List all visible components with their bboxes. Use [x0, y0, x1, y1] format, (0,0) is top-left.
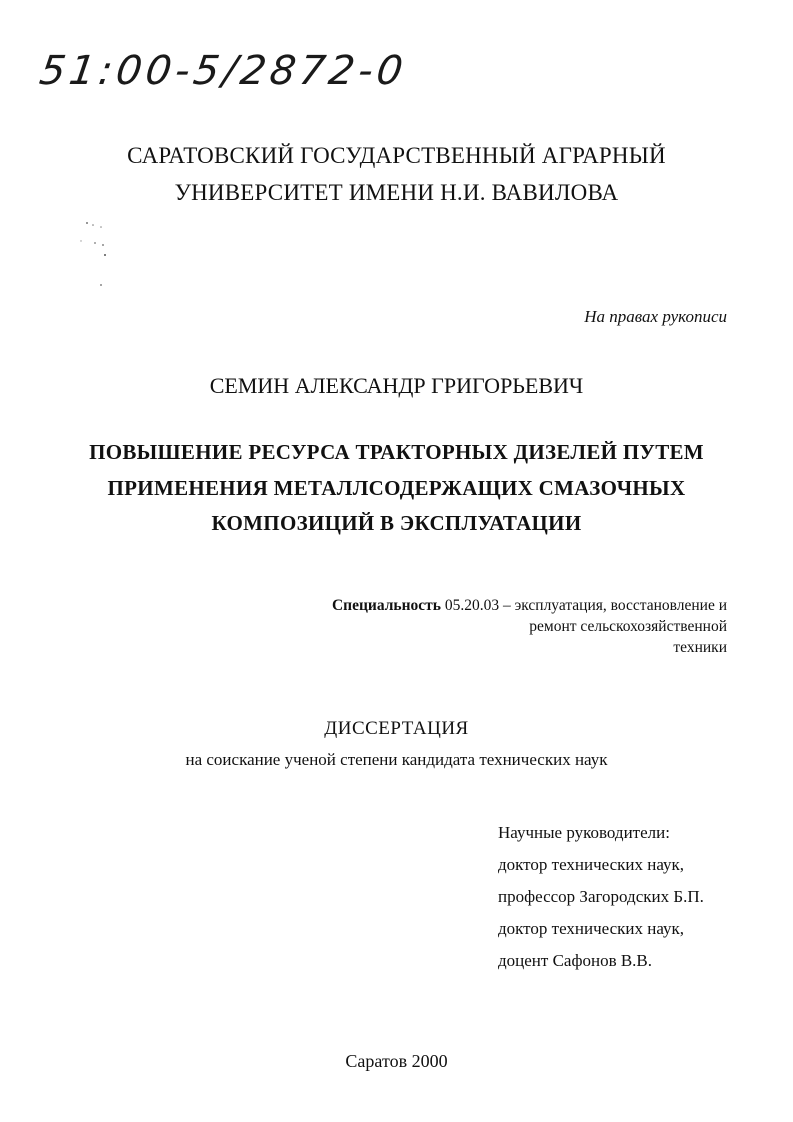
document-type: ДИССЕРТАЦИЯ: [324, 718, 469, 739]
university-line-1: САРАТОВСКИЙ ГОСУДАРСТВЕННЫЙ АГРАРНЫЙ: [127, 143, 666, 168]
manuscript-rights: На правах рукописи: [584, 307, 727, 326]
specialty-block: [307, 595, 727, 658]
specialty-code: 05.20.03 – эксплуатация, восстановление и: [440, 597, 727, 614]
supervisors-heading: Научные руководители:: [498, 823, 670, 842]
title-line-2: ПРИМЕНЕНИЯ МЕТАЛЛСОДЕРЖАЩИХ СМАЗОЧНЫХ: [107, 476, 686, 500]
supervisor-1-name: профессор Загородских Б.П.: [498, 887, 704, 906]
specialty-line-3: техники: [673, 639, 727, 656]
title-line-1: ПОВЫШЕНИЕ РЕСУРСА ТРАКТОРНЫХ ДИЗЕЛЕЙ ПУТЕМ: [89, 440, 704, 464]
archive-number-handwritten: 51:00-5/2872-0: [36, 48, 410, 94]
supervisor-2-name: доцент Сафонов В.В.: [498, 951, 653, 970]
title-line-3: КОМПОЗИЦИЙ В ЭКСПЛУАТАЦИИ: [211, 511, 582, 535]
author-name: СЕМИН АЛЕКСАНДР ГРИГОРЬЕВИЧ: [209, 373, 584, 398]
specialty-label: Специальность: [331, 597, 441, 614]
specialty-line-2: ремонт сельскохозяйственной: [529, 618, 727, 635]
specialty-line-1: [307, 595, 727, 616]
supervisor-2-degree: доктор технических наук,: [498, 919, 685, 938]
university-line-2: УНИВЕРСИТЕТ ИМЕНИ Н.И. ВАВИЛОВА: [174, 180, 619, 205]
degree-line: на соискание ученой степени кандидата технических наук: [185, 750, 608, 769]
city-year: Саратов 2000: [345, 1051, 448, 1071]
supervisor-1-degree: доктор технических наук,: [498, 855, 685, 874]
scan-specks: [45, 215, 125, 295]
